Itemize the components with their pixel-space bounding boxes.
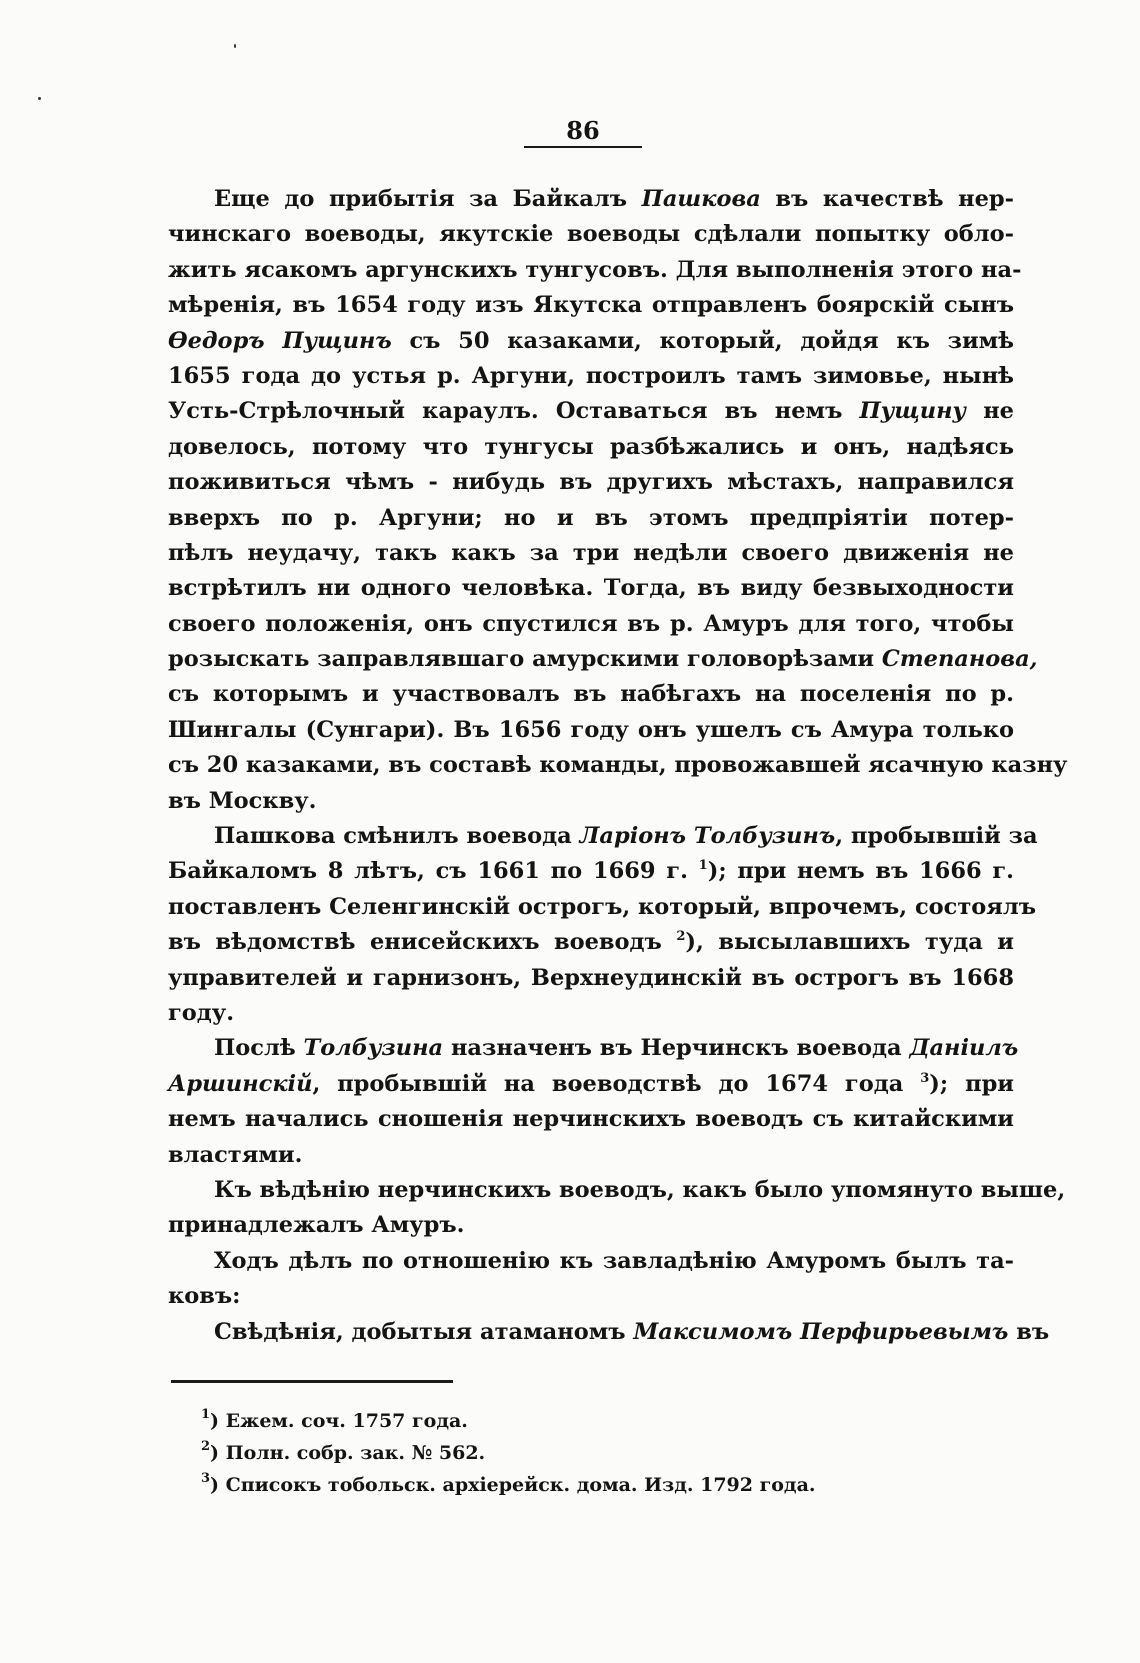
text-line <box>168 253 1022 288</box>
text-run: , пробывшій за <box>835 823 1038 850</box>
text-run: Свѣдѣнія, добытыя атаманомъ <box>214 1318 634 1345</box>
text-run: встрѣтилъ ни одного человѣка. Тогда, въ виду безвыходности <box>168 575 1014 602</box>
italic-name: Аршинскій <box>168 1070 313 1097</box>
text-line <box>168 1279 1014 1314</box>
text-run: Еще до прибытія за Байкалъ <box>214 186 642 212</box>
text-line <box>168 784 1014 819</box>
body-text <box>168 182 1068 1350</box>
scan-speck <box>234 44 236 48</box>
text-line <box>168 571 1014 606</box>
text-run: немъ начались сношенія нерчинскихъ воеводъ съ китайскими <box>168 1106 1014 1133</box>
text-line <box>168 501 1014 536</box>
italic-name: Пашкова <box>641 186 761 212</box>
italic-name: Даніилъ <box>909 1035 1019 1062</box>
page-number: 86 <box>566 116 600 145</box>
text-run: съ которымъ и участвовалъ въ набѣгахъ на поселенія по р. <box>168 681 1014 708</box>
text-run: властями. <box>168 1141 303 1168</box>
text-run: Послѣ <box>214 1035 304 1062</box>
text-line <box>168 430 1014 465</box>
text-run: ); при <box>929 1070 1014 1097</box>
text-line <box>168 677 1014 712</box>
footnote-mark: 3 <box>201 1471 211 1486</box>
text-line <box>168 1208 1014 1243</box>
text-line <box>168 1138 1014 1173</box>
text-run: ); при немъ въ 1666 г. <box>707 858 1015 885</box>
text-line <box>168 642 1038 677</box>
text-run: поживиться чѣмъ - нибудь въ другихъ мѣстахъ, направился <box>168 469 1014 496</box>
text-run: , пробывшій на воеводствѣ до 1674 года <box>312 1070 921 1097</box>
text-line <box>168 1067 1014 1102</box>
footnote-text: ) Списокъ тобольск. архіерейск. дома. Изд. 1792 года. <box>210 1474 816 1496</box>
footnote-text: ) Полн. собр. зак. № 562. <box>210 1442 486 1464</box>
italic-name: Ларіонъ Толбузинъ <box>579 823 836 850</box>
text-run: управителей и гарнизонъ, Верхнеудинскій въ острогъ въ 1668 <box>168 964 1014 991</box>
text-run: принадлежалъ Амуръ. <box>168 1212 465 1239</box>
text-run: Шингалы (Сунгари). Въ 1656 году онъ ушелъ съ Амура только <box>168 716 1014 743</box>
text-run: 1655 года до устья р. Аргуни, построилъ тамъ зимовье, нынѣ <box>168 362 1014 389</box>
text-line <box>168 288 1014 323</box>
italic-name: Пущину <box>859 398 966 425</box>
italic-name: Максимомъ Перфирьевымъ <box>633 1318 1009 1345</box>
text-line <box>168 890 1037 925</box>
text-run: Байкаломъ 8 лѣтъ, съ 1661 по 1669 г. <box>168 858 699 885</box>
italic-name: Ѳедоръ Пущинъ <box>168 327 392 354</box>
italic-name: Толбузина <box>303 1035 444 1062</box>
text-run: въ Москву. <box>168 787 317 814</box>
text-line <box>168 1102 1014 1137</box>
text-line <box>168 217 1014 252</box>
text-run: розыскать заправлявшаго амурскими головорѣзами <box>168 646 882 673</box>
text-line <box>168 925 1014 960</box>
text-run: въ качествѣ нер- <box>760 186 1014 212</box>
footnote-text: ) Ежем. соч. 1757 года. <box>210 1410 468 1432</box>
text-line <box>168 996 1014 1031</box>
text-run: Пашкова смѣнилъ воевода <box>214 823 580 850</box>
text-run: Ходъ дѣлъ по отношенію къ завладѣнію Амуромъ былъ та- <box>214 1247 1014 1274</box>
footnote-mark: 1 <box>201 1407 211 1422</box>
text-run: не <box>966 398 1014 425</box>
text-line <box>168 713 1014 748</box>
footnotes <box>201 1405 901 1501</box>
footnote <box>201 1405 901 1437</box>
text-line <box>168 854 1014 889</box>
footnote <box>201 1437 901 1469</box>
footnote-ref: 1 <box>698 858 708 874</box>
page-number-rule <box>524 146 642 148</box>
text-line <box>168 1173 1066 1208</box>
text-line <box>168 536 1014 571</box>
text-line <box>168 1244 1014 1279</box>
text-run: ковъ: <box>168 1283 241 1310</box>
text-run: съ 20 казаками, въ составѣ команды, провожавшей ясачную казну <box>168 752 1068 779</box>
text-run: въ <box>1008 1318 1050 1345</box>
footnote <box>201 1469 901 1501</box>
text-run: вверхъ по р. Аргуни; но и въ этомъ предпріятіи потер- <box>168 504 1014 531</box>
text-run: ), высылавшихъ туда и <box>685 929 1014 956</box>
text-line <box>168 819 1038 854</box>
text-line <box>168 607 1014 642</box>
text-line <box>168 961 1014 996</box>
text-line <box>168 1031 1019 1066</box>
footnote-mark: 2 <box>201 1439 211 1454</box>
footnote-ref: 2 <box>676 929 686 945</box>
text-run: чинскаго воеводы, якутскіе воеводы сдѣлали попытку обло- <box>168 221 1014 248</box>
text-run: довелось, потому что тунгусы разбѣжались и онъ, надѣясь <box>168 433 1014 460</box>
text-run: Усть-Стрѣлочный караулъ. Оставаться въ немъ <box>168 398 860 425</box>
footnote-separator <box>171 1380 453 1383</box>
text-run: поставленъ Селенгинскій острогъ, который, впрочемъ, состоялъ <box>168 893 1037 920</box>
text-run: своего положенія, онъ спустился въ р. Амуръ для того, чтобы <box>168 610 1014 637</box>
scan-speck <box>38 97 41 100</box>
text-line <box>168 324 1014 359</box>
italic-name: Степанова, <box>881 646 1038 673</box>
text-run: съ 50 казаками, который, дойдя къ зимѣ <box>391 327 1014 354</box>
text-run: пѣлъ неудачу, такъ какъ за три недѣли своего движенія не <box>168 539 1014 566</box>
text-run: мѣренія, въ 1654 году изъ Якутска отправленъ боярскій сынъ <box>168 292 1014 319</box>
text-line <box>168 359 1014 394</box>
text-line <box>168 394 1014 429</box>
text-run: Къ вѣдѣнію нерчинскихъ воеводъ, какъ было упомянуто выше, <box>214 1176 1066 1203</box>
text-run: въ вѣдомствѣ енисейскихъ воеводъ <box>168 929 677 956</box>
text-run: жить ясакомъ аргунскихъ тунгусовъ. Для выполненія этого на- <box>168 256 1022 283</box>
text-line <box>168 1315 1050 1350</box>
text-run: назначенъ въ Нерчинскъ воевода <box>443 1035 910 1062</box>
text-line <box>168 182 1014 217</box>
text-line <box>168 465 1014 500</box>
footnote-ref: 3 <box>920 1070 930 1086</box>
text-run: году. <box>168 999 235 1026</box>
text-line <box>168 748 1068 783</box>
